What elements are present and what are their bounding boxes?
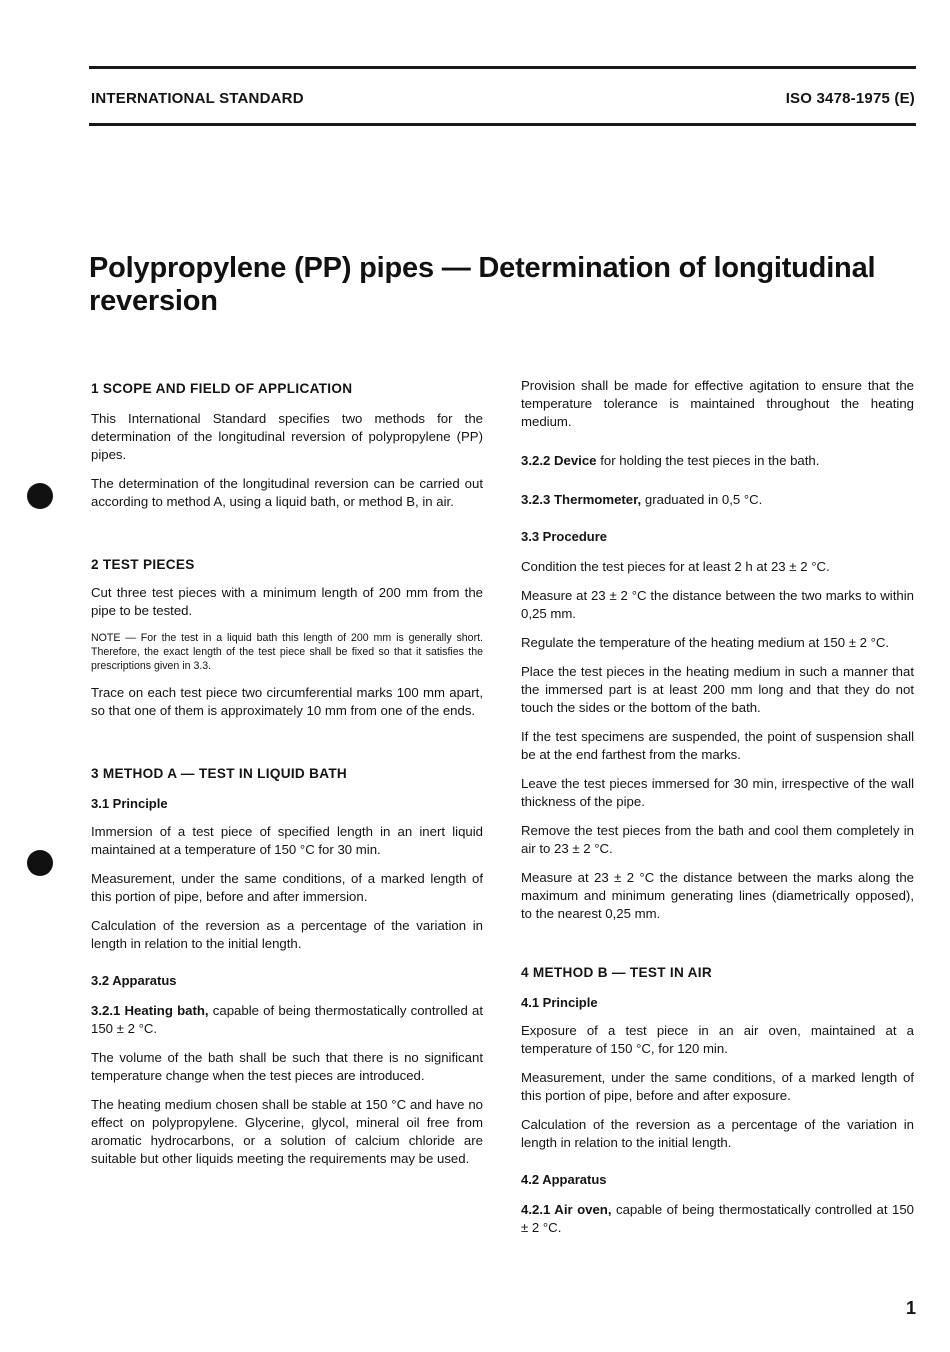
header-standard-number: ISO 3478-1975 (E): [785, 90, 915, 107]
clause-text: capable of being thermostatically controlled at 150 ± 2 °C.: [521, 1202, 914, 1235]
paragraph: The heating medium chosen shall be stable at 150 °C and have no effect on polypropylene. Glycerine, glycol, mineral oil free from aromatic hydrocarbons, or a solution of calcium chloride are suitable but other liquids meeting the requirements may be used.: [91, 1097, 483, 1166]
document-title: Polypropylene (PP) pipes — Determination of longitudinal reversion: [89, 252, 876, 317]
subsection-heading: 3.1 Principle: [91, 796, 168, 811]
paragraph: Measurement, under the same conditions, of a marked length of this portion of pipe, before and after exposure.: [521, 1070, 914, 1103]
clause-label: 4.2.1 Air oven,: [521, 1202, 612, 1217]
clause-label: 3.2.3 Thermometer,: [521, 492, 642, 507]
right-column: [521, 377, 914, 1248]
paragraph: Cut three test pieces with a minimum length of 200 mm from the pipe to be tested.: [91, 585, 483, 618]
clause-label: 3.2.1 Heating bath,: [91, 1003, 209, 1018]
clause-text: capable of being thermostatically controlled at 150 ± 2 °C.: [91, 1003, 483, 1036]
paragraph: Measure at 23 ± 2 °C the distance between the two marks to within 0,25 mm.: [521, 588, 914, 621]
paragraph: Calculation of the reversion as a percentage of the variation in length in relation to the initial length.: [521, 1117, 914, 1150]
header-top-rule: [89, 66, 916, 69]
paragraph: Trace on each test piece two circumferential marks 100 mm apart, so that one of them is approximately 10 mm from one of the ends.: [91, 685, 483, 718]
section-heading: 1 SCOPE AND FIELD OF APPLICATION: [91, 381, 353, 396]
paragraph: Condition the test pieces for at least 2 h at 23 ± 2 °C.: [521, 559, 830, 574]
subsection-heading: 3.3 Procedure: [521, 529, 607, 544]
paragraph: The volume of the bath shall be such that there is no significant temperature change when the test pieces are introduced.: [91, 1050, 483, 1083]
clause-label: 3.2.2 Device: [521, 453, 597, 468]
section-heading: 3 METHOD A — TEST IN LIQUID BATH: [91, 766, 348, 781]
paragraph: Immersion of a test piece of specified length in an inert liquid maintained at a temperature of 150 °C for 30 min.: [91, 824, 483, 857]
subsection-heading: 4.1 Principle: [521, 995, 598, 1010]
header-standard-label: INTERNATIONAL STANDARD: [91, 90, 304, 107]
paragraph: [521, 452, 914, 470]
paragraph: Regulate the temperature of the heating medium at 150 ± 2 °C.: [521, 635, 890, 650]
paragraph: Provision shall be made for effective agitation to ensure that the temperature tolerance is maintained throughout the heating medium.: [521, 378, 914, 429]
paragraph: [521, 491, 914, 509]
paragraph: Remove the test pieces from the bath and cool them completely in air to 23 ± 2 °C.: [521, 823, 914, 856]
paragraph: Measurement, under the same conditions, of a marked length of this portion of pipe, before and after immersion.: [91, 871, 483, 904]
margin-bullet-mark: [27, 483, 53, 509]
subsection-heading: 4.2 Apparatus: [521, 1172, 607, 1187]
header-bottom-rule: [89, 123, 916, 126]
clause-text: for holding the test pieces in the bath.: [600, 453, 820, 468]
subsection-heading: 3.2 Apparatus: [91, 973, 177, 988]
page-number: 1: [905, 1298, 916, 1318]
section-heading: 4 METHOD B — TEST IN AIR: [521, 965, 712, 980]
paragraph: The determination of the longitudinal reversion can be carried out according to method A, using a liquid bath, or method B, in air.: [91, 476, 483, 509]
section-heading: 2 TEST PIECES: [91, 557, 195, 572]
note: NOTE — For the test in a liquid bath this length of 200 mm is generally short. Therefore, the exact length of the test piece shall be fixed so that it satisfies the prescriptions given in 3.3.: [91, 632, 483, 672]
paragraph: Calculation of the reversion as a percentage of the variation in length in relation to the initial length.: [91, 918, 483, 951]
clause-text: graduated in 0,5 °C.: [644, 492, 763, 507]
paragraph: [91, 1002, 483, 1038]
left-column: [91, 380, 483, 1179]
paragraph: [521, 1201, 914, 1237]
paragraph: Place the test pieces in the heating medium in such a manner that the immersed part is at least 200 mm long and that they do not touch the sides or the bottom of the bath.: [521, 664, 914, 715]
paragraph: This International Standard specifies two methods for the determination of the longitudinal reversion of polypropylene (PP) pipes.: [91, 411, 483, 462]
paragraph: Leave the test pieces immersed for 30 min, irrespective of the wall thickness of the pipe.: [521, 776, 914, 809]
paragraph: If the test specimens are suspended, the point of suspension shall be at the end farthest from the marks.: [521, 729, 914, 762]
paragraph: Measure at 23 ± 2 °C the distance between the marks along the maximum and minimum generating lines (diametrically opposed), to the nearest 0,25 mm.: [521, 870, 914, 921]
paragraph: Exposure of a test piece in an air oven, maintained at a temperature of 150 °C, for 120 min.: [521, 1023, 914, 1056]
margin-bullet-mark: [27, 850, 53, 876]
